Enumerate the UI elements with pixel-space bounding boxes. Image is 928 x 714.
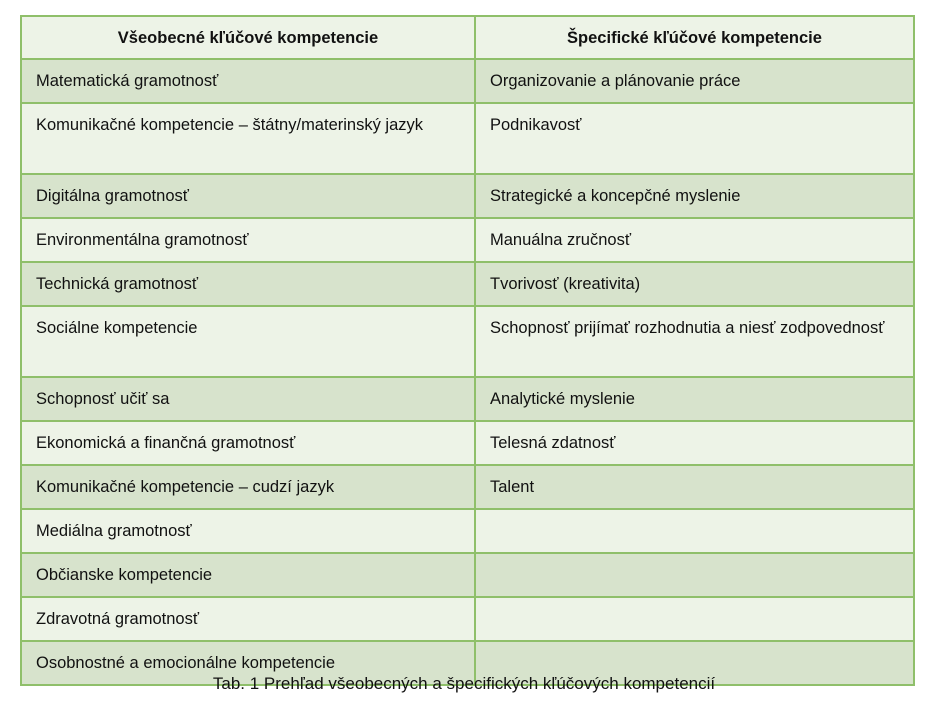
general-competency-cell: Mediálna gramotnosť: [21, 509, 475, 553]
specific-competency-cell: Strategické a koncepčné myslenie: [475, 174, 914, 218]
specific-competency-cell: Podnikavosť: [475, 103, 914, 174]
specific-competency-cell: Analytické myslenie: [475, 377, 914, 421]
table-row: [21, 421, 914, 465]
specific-competency-cell: Schopnosť prijímať rozhodnutia a niesť zodpovednosť: [475, 306, 914, 377]
general-competency-cell: Osobnostné a emocionálne kompetencie: [21, 641, 475, 685]
specific-competency-cell: [475, 597, 914, 641]
general-competency-cell: Environmentálna gramotnosť: [21, 218, 475, 262]
general-competency-cell: Matematická gramotnosť: [21, 59, 475, 103]
general-competency-cell: Komunikačné kompetencie – cudzí jazyk: [21, 465, 475, 509]
competencies-table: [20, 15, 915, 686]
table-row: [21, 59, 914, 103]
general-competency-cell: Komunikačné kompetencie – štátny/materinský jazyk: [21, 103, 475, 174]
specific-competency-cell: Manuálna zručnosť: [475, 218, 914, 262]
specific-competency-cell: Organizovanie a plánovanie práce: [475, 59, 914, 103]
specific-competency-cell: [475, 553, 914, 597]
table-row: [21, 465, 914, 509]
table-row: [21, 377, 914, 421]
table-row: [21, 553, 914, 597]
general-competency-cell: Technická gramotnosť: [21, 262, 475, 306]
general-competency-cell: Zdravotná gramotnosť: [21, 597, 475, 641]
general-competency-cell: Digitálna gramotnosť: [21, 174, 475, 218]
general-competency-cell: Sociálne kompetencie: [21, 306, 475, 377]
specific-competency-cell: Talent: [475, 465, 914, 509]
general-competency-cell: Schopnosť učiť sa: [21, 377, 475, 421]
specific-competency-cell: [475, 509, 914, 553]
table-row: [21, 597, 914, 641]
table-row: [21, 306, 914, 377]
general-competency-cell: Ekonomická a finančná gramotnosť: [21, 421, 475, 465]
table-caption: Tab. 1 Prehľad všeobecných a špecifických kľúčových kompetencií: [212, 674, 716, 693]
header-general-competencies: Všeobecné kľúčové kompetencie: [21, 16, 475, 59]
general-competency-cell: Občianske kompetencie: [21, 553, 475, 597]
table-row: [21, 174, 914, 218]
table-header-row: [21, 16, 914, 59]
header-specific-competencies: Špecifické kľúčové kompetencie: [475, 16, 914, 59]
table-row: [21, 262, 914, 306]
table-row: [21, 218, 914, 262]
specific-competency-cell: Tvorivosť (kreativita): [475, 262, 914, 306]
specific-competency-cell: Telesná zdatnosť: [475, 421, 914, 465]
table-row: [21, 103, 914, 174]
table-row: [21, 509, 914, 553]
